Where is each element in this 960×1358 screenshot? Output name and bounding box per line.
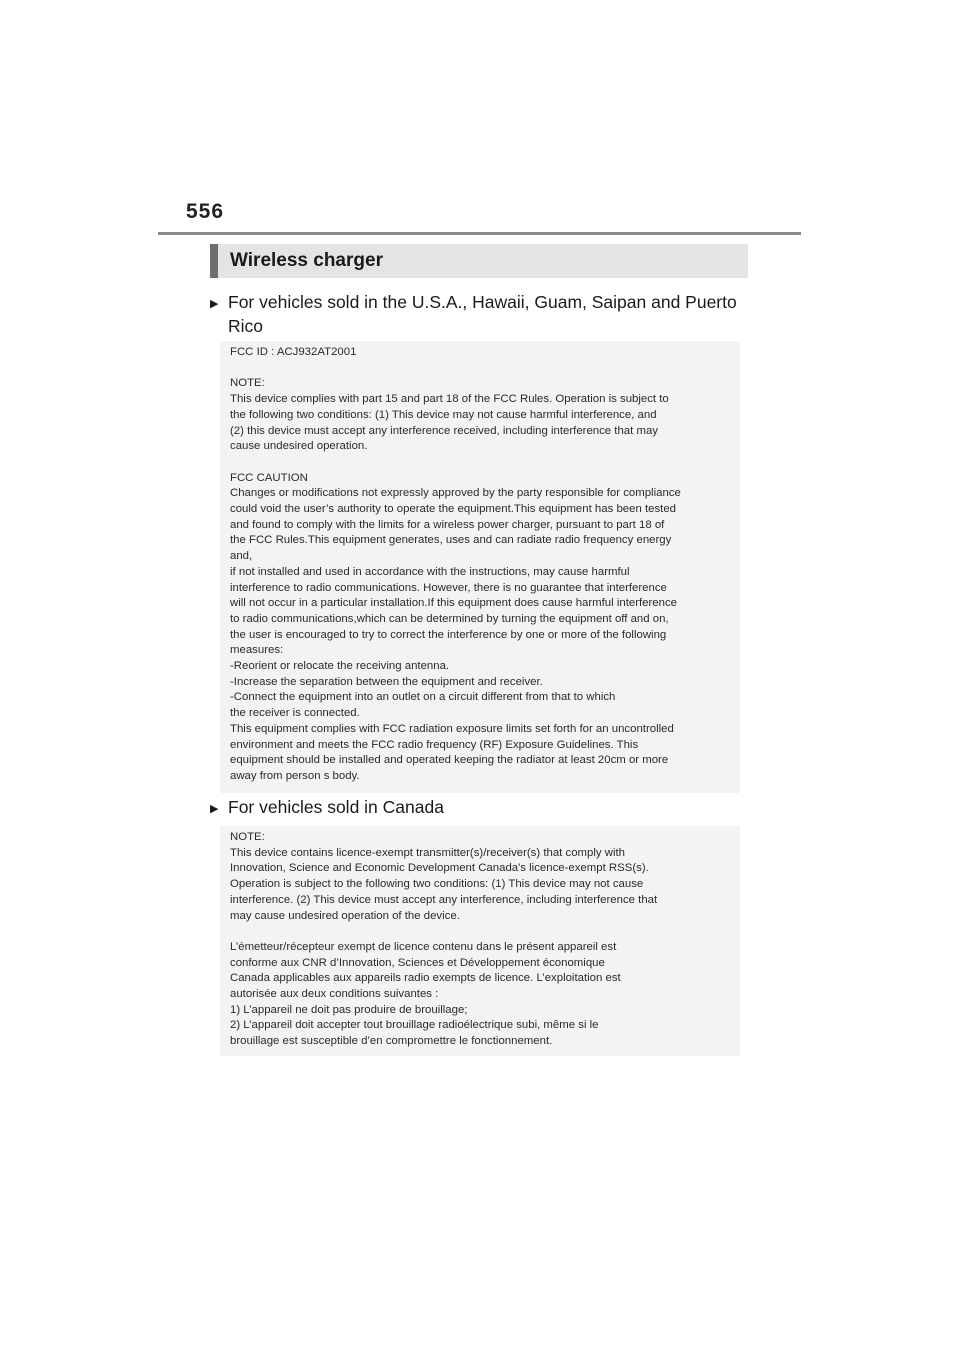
section-title: Wireless charger bbox=[230, 250, 383, 271]
text-line: and found to comply with the limits for a wireless power charger, pursuant to part 18 of bbox=[230, 518, 665, 531]
triangle-right-icon: ▶ bbox=[210, 803, 219, 815]
text-line: Innovation, Science and Economic Development Canada's licence-exempt RSS(s). bbox=[230, 862, 649, 875]
fcc-caution-label: FCC CAUTION bbox=[230, 471, 308, 484]
usa-heading-line1: For vehicles sold in the U.S.A., Hawaii, Guam, Saipan and Puerto bbox=[228, 292, 737, 312]
text-line: equipment should be installed and operated keeping the radiator at least 20cm or more bbox=[230, 754, 669, 767]
canada-french-text bbox=[230, 940, 730, 1050]
fcc-id: FCC ID : ACJ932AT2001 bbox=[230, 346, 357, 358]
text-line: measures: bbox=[230, 644, 284, 657]
text-line: Canada applicables aux appareils radio exempts de licence. L’exploitation est bbox=[230, 972, 621, 985]
canada-heading-text: For vehicles sold in Canada bbox=[228, 797, 444, 817]
canada-notice-box bbox=[220, 826, 740, 1056]
text-line: interference to radio communications. However, there is no guarantee that interference bbox=[230, 581, 667, 594]
text-line: could void the user’s authority to operate the equipment.This equipment has been tested bbox=[230, 503, 676, 515]
text-line: environment and meets the FCC radio frequency (RF) Exposure Guidelines. This bbox=[230, 738, 639, 751]
text-line: conforme aux CNR d’Innovation, Sciences et Développement économique bbox=[230, 956, 605, 969]
fcc-note-text bbox=[230, 392, 730, 455]
text-line: the receiver is connected. bbox=[230, 707, 360, 720]
canada-english-text bbox=[230, 846, 730, 925]
canada-heading bbox=[210, 795, 750, 821]
text-line: if not installed and used in accordance with the instructions, may cause harmful bbox=[230, 565, 630, 578]
text-line: 1) L’appareil ne doit pas produire de brouillage; bbox=[230, 1003, 468, 1016]
usa-heading bbox=[210, 290, 750, 338]
section-header bbox=[210, 244, 748, 278]
fcc-caution-text bbox=[230, 486, 730, 784]
text-line: Operation is subject to the following two conditions: (1) This device may not cause bbox=[230, 878, 644, 891]
text-line: to radio communications,which can be determined by turning the equipment off and on, bbox=[230, 612, 669, 625]
text-line: Changes or modifications not expressly approved by the party responsible for compliance bbox=[230, 487, 681, 500]
text-line: 2) L’appareil doit accepter tout brouillage radioélectrique subi, même si le bbox=[230, 1019, 599, 1032]
fcc-notice-box bbox=[220, 341, 740, 793]
text-line: the user is encouraged to try to correct the interference by one or more of the following bbox=[230, 628, 667, 641]
text-line: This device complies with part 15 and part 18 of the FCC Rules. Operation is subject to bbox=[230, 393, 669, 406]
text-line: the following two conditions: (1) This device may not cause harmful interference, and bbox=[230, 408, 657, 421]
text-line: autorisée aux deux conditions suivantes : bbox=[230, 988, 439, 1001]
page-number: 556 bbox=[186, 200, 225, 223]
text-line: away from person s body. bbox=[230, 769, 360, 782]
text-line: may cause undesired operation of the device. bbox=[230, 909, 460, 922]
text-line: -Increase the separation between the equipment and receiver. bbox=[230, 675, 543, 688]
text-line: the FCC Rules.This equipment generates, uses and can radiate radio frequency energy bbox=[230, 534, 672, 547]
text-line: interference. (2) This device must accept any interference, including interference that bbox=[230, 893, 658, 906]
text-line: will not occur in a particular installation.If this equipment does cause harmful interference bbox=[230, 597, 677, 610]
text-line: brouillage est susceptible d’en compromettre le fonctionnement. bbox=[230, 1035, 553, 1048]
fcc-note-label: NOTE: bbox=[230, 377, 265, 390]
text-line: cause undesired operation. bbox=[230, 440, 368, 453]
text-line: -Reorient or relocate the receiving antenna. bbox=[230, 660, 450, 673]
text-line: (2) this device must accept any interference received, including interference that may bbox=[230, 424, 658, 437]
text-line: This device contains licence-exempt transmitter(s)/receiver(s) that comply with bbox=[230, 846, 626, 859]
text-line: -Connect the equipment into an outlet on a circuit different from that to which bbox=[230, 691, 616, 704]
triangle-right-icon: ▶ bbox=[210, 298, 219, 310]
text-line: L’émetteur/récepteur exempt de licence contenu dans le présent appareil est bbox=[230, 940, 617, 953]
text-line: This equipment complies with FCC radiation exposure limits set forth for an uncontrolled bbox=[230, 722, 674, 735]
text-line: and, bbox=[230, 550, 253, 563]
canada-note-label: NOTE: bbox=[230, 831, 265, 843]
usa-heading-line2: Rico bbox=[228, 316, 264, 336]
header-divider bbox=[158, 232, 801, 235]
